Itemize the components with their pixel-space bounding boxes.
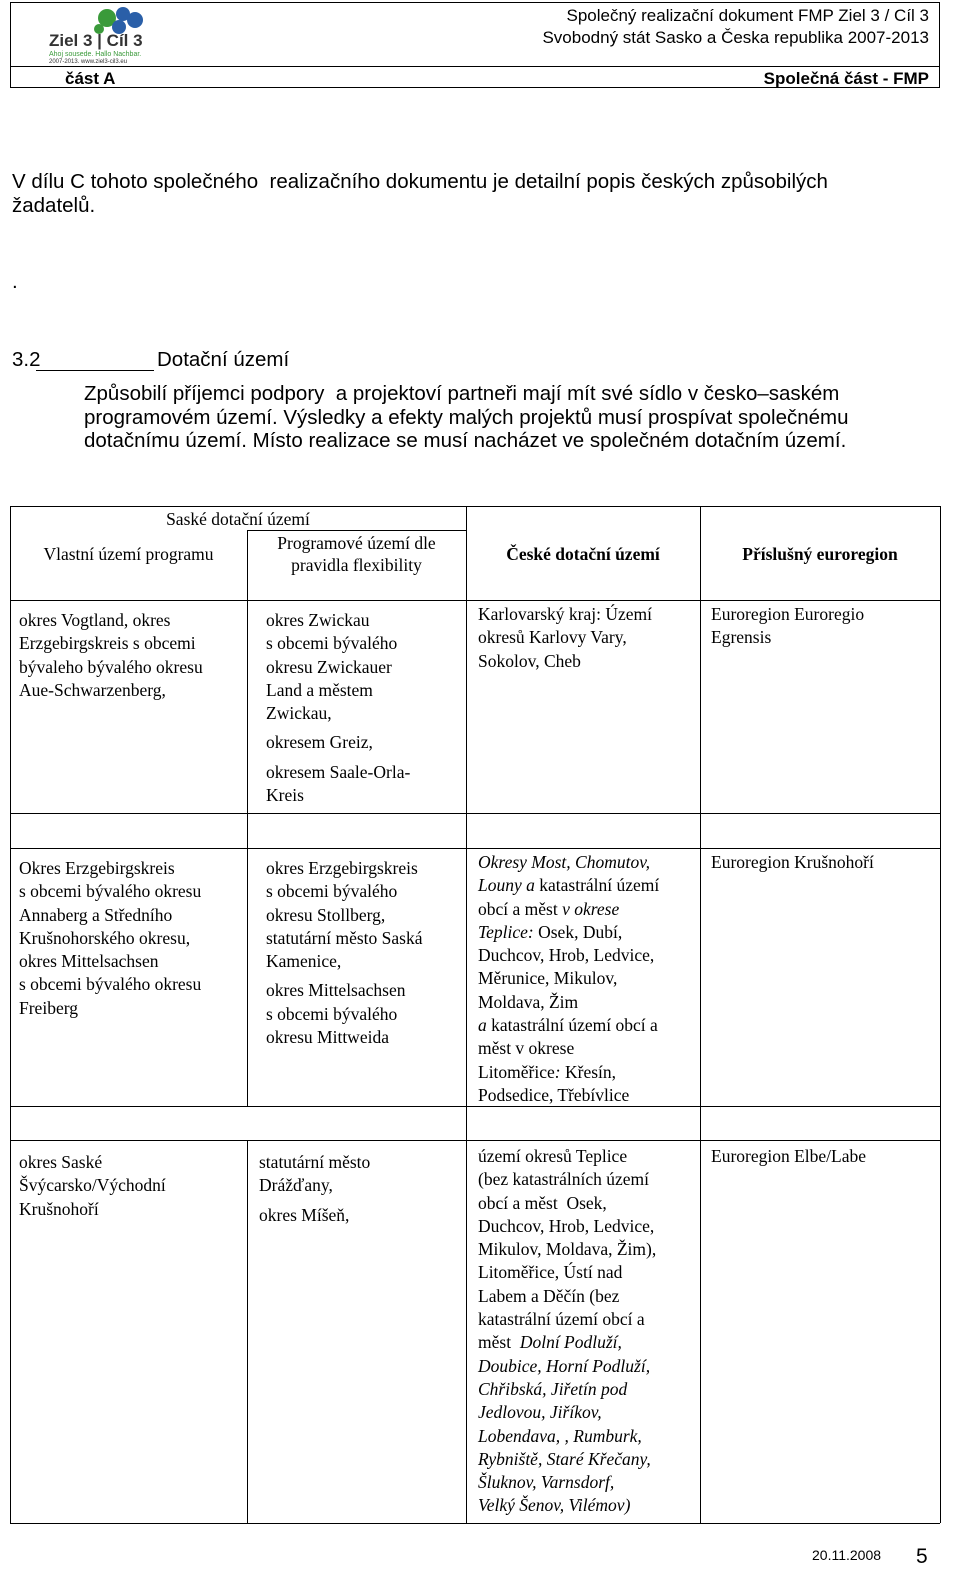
cell-line: Doubice, Horní Podluží,	[478, 1355, 651, 1376]
col4-header: Příslušný euroregion	[742, 544, 898, 564]
row3-col4: Euroregion Elbe/Labe	[711, 1146, 867, 1166]
cell-line: s obcemi bývalého okresu	[19, 974, 202, 995]
cell-line: okres Míšeň,	[259, 1204, 350, 1225]
cell-line: okres Saské	[19, 1152, 103, 1172]
cell-line: území okresů Teplice	[478, 1146, 628, 1166]
col2-header-line: pravidla flexibility	[291, 555, 422, 575]
row1-col4	[711, 603, 864, 650]
row2-col4: Euroregion Krušnohoří	[711, 852, 874, 872]
group-header-divider	[247, 530, 466, 531]
cell-line: Okres Erzgebirgskreis	[19, 858, 175, 878]
paragraph-line: Způsobilí příjemci podpory a projektoví partneři mají mít své sídlo v česko–saském	[84, 382, 840, 405]
header-part-right: Společná část - FMP	[763, 69, 929, 88]
row2-col3	[478, 851, 659, 1107]
section-paragraph	[84, 382, 934, 453]
col3-header: České dotační území	[506, 544, 660, 564]
cell-span: :	[554, 1061, 561, 1082]
cell-span: Teplice:	[478, 921, 534, 942]
cell-span: Louny a	[478, 875, 535, 896]
cell-line: okres Mittelsachsen	[19, 951, 159, 972]
cell-line: okres Erzgebirgskreis	[266, 858, 418, 878]
cell-span: katastrální území obcí a	[486, 1015, 658, 1036]
cell-line: Erzgebirgskreis s obcemi	[19, 633, 196, 654]
cell-line: okresu Stollberg,	[266, 904, 386, 925]
row3-col3	[478, 1145, 656, 1518]
cell-line: Litoměřice, Ústí nad	[478, 1262, 623, 1283]
cell-line: katastrální území obcí a	[478, 1309, 645, 1330]
cell-line: statutární město Saská	[266, 927, 423, 948]
cell-line: Krušnohorského okresu,	[19, 927, 191, 948]
section-title: Dotační území	[157, 348, 290, 371]
group-header: Saské dotační území	[166, 509, 310, 529]
cell-line: Duchcov, Hrob, Ledvice,	[478, 1215, 655, 1236]
cell-line: Mikulov, Moldava, Žim),	[478, 1239, 657, 1260]
cell-line	[478, 874, 659, 897]
cell-span: Litoměřice	[478, 1061, 555, 1082]
cell-line: okresem Greiz,	[266, 732, 373, 753]
section-number: 3.2	[12, 348, 41, 371]
row2-col1	[19, 857, 201, 1020]
col1-divider-row2	[247, 848, 248, 1106]
cell-line: Chřibská, Jiřetín pod	[478, 1378, 628, 1399]
col1-divider-row3	[247, 1140, 248, 1523]
cell-line: Rybniště, Staré Křečany,	[478, 1448, 651, 1469]
section-leader-line	[36, 370, 154, 371]
footer-date: 20.11.2008	[812, 1547, 882, 1563]
cell-line: Okresy Most, Chomutov,	[478, 852, 651, 872]
row1-col3	[478, 603, 652, 673]
col2-divider	[466, 506, 467, 1523]
row3-top-border	[10, 1140, 940, 1141]
cell-line	[478, 1061, 659, 1084]
cell-line: Měrunice, Mikulov,	[478, 968, 618, 989]
cell-line: okresů Karlovy Vary,	[478, 627, 627, 648]
row2-col2	[266, 857, 423, 1049]
row3-col2	[259, 1151, 370, 1227]
col1-divider-row1	[247, 600, 248, 848]
cell-line: s obcemi bývalého	[266, 881, 398, 902]
logo-url: 2007-2013. www.ziel3-cil3.eu	[49, 59, 128, 65]
cell-line: Kamenice,	[266, 951, 342, 972]
row1-col2	[266, 609, 410, 807]
page-header	[10, 2, 940, 88]
table-right-border	[940, 506, 941, 1523]
cell-line: okres Vogtland, okres	[19, 610, 171, 630]
cell-line: okres Mittelsachsen	[266, 980, 406, 1001]
intro-line-1: V dílu C tohoto společného realizačního dokumentu je detailní popis českých způsobilých	[12, 170, 828, 193]
col2-header-line: Programové území dle	[277, 533, 436, 553]
header-bottom-border	[10, 600, 940, 601]
cell-line	[478, 1331, 656, 1354]
intro-dot: .	[12, 270, 18, 293]
cell-line: Sokolov, Cheb	[478, 650, 581, 671]
col1-header: Vlastní území programu	[43, 544, 214, 564]
cell-line: s obcemi bývalého	[266, 1003, 398, 1024]
cell-line: okresu Zwickauer	[266, 656, 392, 677]
cell-line: Kreis	[266, 785, 304, 806]
logo-text: Ziel 3 | Cíl 3	[49, 31, 143, 50]
row1-bottom-border	[10, 813, 940, 814]
cell-line	[478, 921, 659, 944]
page-number: 5	[916, 1545, 928, 1568]
cell-line: statutární město	[259, 1152, 371, 1172]
cell-line: bývaleho bývalého okresu	[19, 656, 203, 677]
header-title-line1: Společný realizační dokument FMP Ziel 3 / Cíl 3	[566, 6, 929, 25]
cell-line: Karlovarský kraj: Území	[478, 604, 652, 624]
header-title-line2: Svobodný stát Sasko a Česka republika 2007-2013	[542, 28, 929, 47]
cell-line: s obcemi bývalého	[266, 633, 398, 654]
cell-span: v okrese	[562, 898, 620, 919]
header-divider	[11, 66, 939, 67]
table-top-border	[10, 506, 940, 507]
intro-line-2: žadatelů.	[12, 194, 96, 217]
cell-span: měst	[478, 1332, 516, 1353]
cell-span: katastrální území	[534, 875, 660, 896]
cell-span: obcí a měst	[478, 898, 563, 919]
cell-line: měst v okrese	[478, 1038, 575, 1059]
row1-col1	[19, 609, 203, 702]
table-bottom-border	[10, 1523, 940, 1524]
cell-line: Podsedice, Třebívlice	[478, 1084, 630, 1105]
cell-line: Egrensis	[711, 627, 772, 648]
cell-line: obcí a měst Osek,	[478, 1192, 607, 1213]
cell-line: Zwickau,	[266, 703, 332, 724]
cell-line: Aue-Schwarzenberg,	[19, 679, 166, 700]
ziel3-cil3-logo	[15, 5, 165, 69]
header-part-left: část A	[65, 69, 116, 88]
logo-slogan: Ahoj sousede. Hallo Nachbar.	[49, 51, 142, 58]
cell-line: s obcemi bývalého okresu	[19, 881, 202, 902]
col2-header	[247, 532, 466, 576]
cell-line: Švýcarsko/Východní	[19, 1175, 166, 1196]
cell-line: Freiberg	[19, 997, 78, 1018]
cell-line	[478, 1014, 659, 1037]
table-left-border	[10, 506, 11, 1523]
cell-line: okres Zwickau	[266, 610, 370, 630]
row3-col1	[19, 1151, 166, 1221]
cell-line: Duchcov, Hrob, Ledvice,	[478, 945, 655, 966]
cell-span: Křesín,	[560, 1061, 617, 1082]
cell-line: (bez katastrálních území	[478, 1169, 650, 1190]
paragraph-line: dotačnímu území. Místo realizace se musí nacházet ve společném dotačním území.	[84, 429, 847, 452]
cell-line: Velký Šenov, Vilémov)	[478, 1495, 631, 1516]
row2-top-border	[10, 848, 940, 849]
cell-line: Jedlovou, Jiříkov,	[478, 1402, 602, 1423]
cell-line: Labem a Děčín (bez	[478, 1285, 620, 1306]
cell-line: Šluknov, Varnsdorf,	[478, 1472, 615, 1493]
row2-bottom-border	[10, 1106, 940, 1107]
cell-line	[478, 898, 659, 921]
cell-line: Krušnohoří	[19, 1198, 99, 1219]
col3-divider	[700, 506, 701, 1523]
paragraph-line: programovém území. Výsledky a efekty malých projektů musí prospívat společnému	[84, 405, 849, 429]
cell-line: Land a městem	[266, 679, 373, 700]
cell-span: Dolní Podluží,	[515, 1332, 622, 1353]
cell-line: Annaberg a Středního	[19, 904, 173, 925]
cell-line: Moldava, Žim	[478, 991, 579, 1012]
cell-line: okresem Saale-Orla-	[266, 761, 411, 782]
cell-span: a	[478, 1015, 487, 1036]
cell-line: Euroregion Euroregio	[711, 604, 865, 624]
cell-line: Lobendava, , Rumburk,	[478, 1425, 642, 1446]
cell-span: Osek, Dubí,	[533, 921, 623, 942]
cell-line: okresu Mittweida	[266, 1027, 389, 1048]
cell-line: Drážďany,	[259, 1175, 333, 1196]
